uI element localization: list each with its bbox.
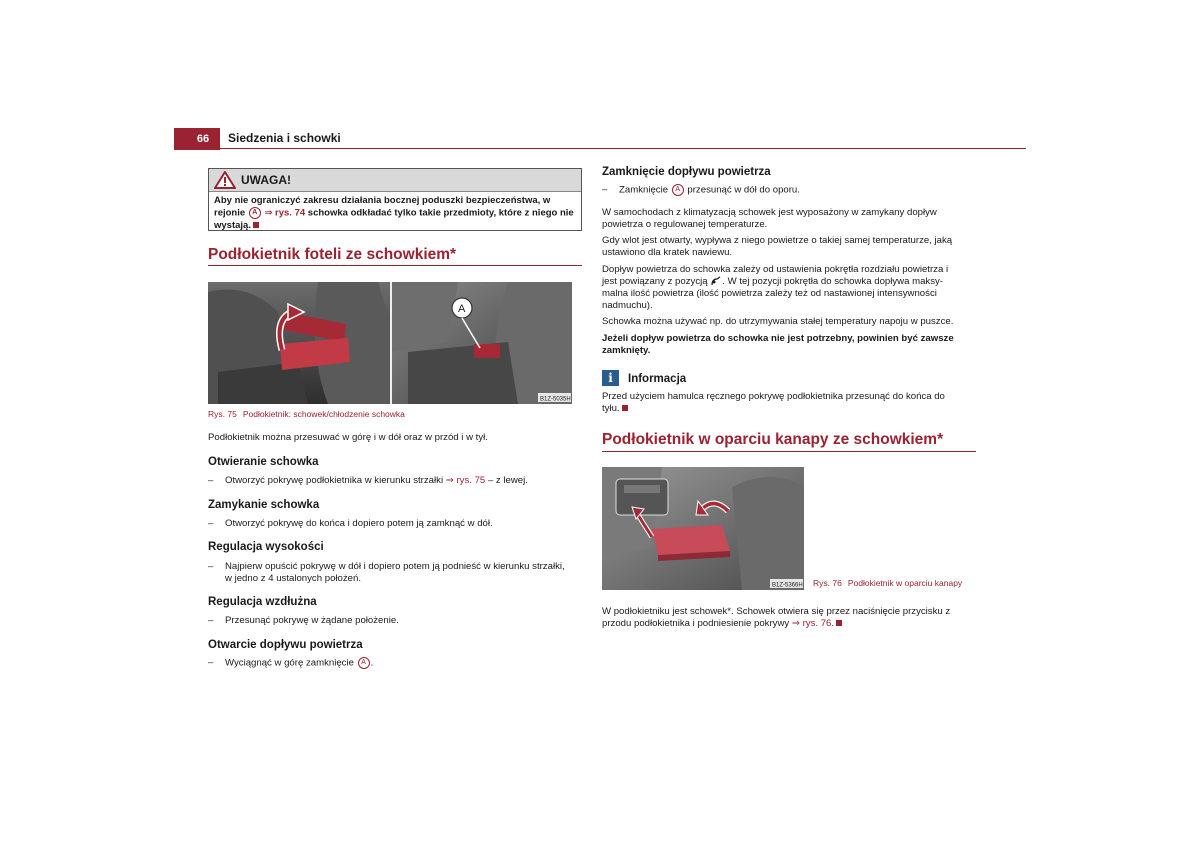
text-line: . W tej pozycji pokrętła do schowka dopływa maksy-: [722, 276, 944, 287]
list-item: [208, 475, 580, 487]
heading-open-compartment: Otwieranie schowka: [208, 456, 319, 468]
figure-reference-link[interactable]: ⇒ rys. 75: [445, 475, 486, 486]
paragraph-inlet: [602, 235, 982, 259]
text-line: Gdy wlot jest otwarty, wypływa z niego powietrze o takiej samej temperaturze, jaką: [602, 235, 953, 246]
section-title: Siedzenia i schowki: [228, 131, 341, 145]
heading-length-adjust: Regulacja wzdłużna: [208, 596, 317, 608]
header-rule: [220, 148, 1026, 149]
heading-armrest-bench: Podłokietnik w oparciu kanapy ze schowkiem*: [602, 431, 944, 448]
text-line: nadmuchu).: [602, 300, 653, 311]
paragraph-usage: Schowka można używać np. do utrzymywania stałej temperatury napoju w puszce.: [602, 316, 954, 327]
end-mark-icon: [622, 405, 628, 411]
warning-header: [209, 169, 581, 192]
heading-rule: [602, 451, 976, 452]
figure-76-image: [602, 467, 804, 590]
figure-code: B1Z-5366H: [772, 582, 803, 589]
text-line: malna ilość powietrza (ilość powietrza zależy też od nastawionej intensywności: [602, 288, 937, 299]
text-line: przodu podłokietnika i podniesienie pokrywy: [602, 618, 790, 629]
figure-75-caption: [208, 409, 405, 419]
list-item: [602, 184, 976, 197]
text-line: Przed użyciem hamulca ręcznego pokrywę podłokietnika przesunąć do końca do: [602, 391, 945, 402]
dash: –: [208, 561, 214, 572]
warning-text: [209, 192, 581, 235]
warning-title: UWAGA!: [241, 173, 291, 187]
figure-reference-link[interactable]: ⇒ rys. 74: [264, 207, 306, 219]
warning-line: Aby nie ograniczyć zakresu działania bocznej poduszki bezpieczeństwa, w: [214, 195, 551, 206]
marker-a-icon: A: [358, 657, 370, 669]
info-title: Informacja: [628, 373, 687, 385]
list-item: [208, 657, 580, 670]
warning-text-part: wystają.: [214, 219, 251, 231]
heading-armrest-seats: Podłokietnik foteli ze schowkiem*: [208, 246, 457, 263]
text-line: jest powiązany z pozycją: [602, 276, 708, 287]
end-mark-icon: [836, 620, 842, 626]
text-line: Dopływ powietrza do schowka zależy od ustawienia pokrętła rozdziału powietrza i: [602, 264, 949, 275]
page-number: 66: [174, 128, 220, 150]
info-text: [602, 391, 982, 415]
item-text: Wyciągnąć w górę zamknięcie: [225, 657, 354, 669]
paragraph-important: [602, 333, 982, 357]
item-text: Zamknięcie: [619, 184, 669, 196]
text-line: tyłu.: [602, 403, 620, 414]
bench-armrest-photo: [602, 467, 804, 590]
item-text: Przesunąć pokrywę w żądane położenie.: [225, 615, 399, 626]
intro-text: Podłokietnik można przesuwać w górę i w dół oraz w przód i w tył.: [208, 432, 488, 443]
item-text: Najpierw opuścić pokrywę w dół i dopiero potem ją podnieść w kierunku strzałki,: [225, 561, 565, 572]
item-text: w jedno z 4 ustalonych położeń.: [225, 573, 361, 584]
figure-reference-link[interactable]: ⇒ rys. 76: [791, 618, 832, 629]
warning-box: [208, 168, 582, 231]
list-item: [208, 518, 580, 530]
paragraph-air-distribution: [602, 264, 982, 312]
dash: –: [208, 518, 214, 529]
text-line: powietrza o regulowanej temperaturze.: [602, 219, 768, 230]
heading-height-adjust: Regulacja wysokości: [208, 541, 324, 553]
warning-triangle-icon: [214, 171, 236, 189]
text-line: zamknięty.: [602, 345, 651, 356]
text-line: ustawiono dla kratek nawiewu.: [602, 247, 733, 258]
warning-line: [214, 220, 576, 232]
heading-open-air-supply: Otwarcie dopływu powietrza: [208, 639, 363, 651]
warning-text-part: schowka odkładać tylko takie przedmioty, które z niego nie: [307, 207, 574, 219]
heading-rule: [208, 265, 582, 266]
item-text: przesunąć w dół do oporu.: [687, 184, 800, 196]
warning-text-part: rejonie: [214, 207, 246, 219]
item-text: .: [370, 657, 374, 669]
caption-text: Podłokietnik w oparciu kanapy: [847, 578, 963, 588]
marker-a-icon: A: [672, 184, 684, 196]
item-text: Otworzyć pokrywę do końca i dopiero potem ją zamknąć w dół.: [225, 518, 493, 529]
paragraph-bench-compartment: [602, 606, 982, 630]
marker-a-icon: A: [249, 207, 261, 219]
figure-code: B1Z-5035H: [540, 396, 571, 403]
dash: –: [602, 184, 608, 195]
caption-number: Rys. 76: [813, 578, 842, 588]
dash: –: [208, 475, 214, 486]
dash: –: [208, 615, 214, 626]
item-text: Otworzyć pokrywę podłokietnika w kierunku strzałki: [225, 475, 444, 486]
dash: –: [208, 657, 214, 668]
info-icon: i: [602, 370, 619, 386]
item-text: – z lewej.: [487, 475, 528, 486]
armrest-photo: [208, 282, 572, 404]
heading-close-compartment: Zamykanie schowka: [208, 499, 320, 511]
text-line: W samochodach z klimatyzacją schowek jest wyposażony w zamykany dopływ: [602, 207, 937, 218]
list-item: [208, 615, 580, 627]
text-line: .: [831, 618, 835, 629]
caption-number: Rys. 75: [208, 409, 237, 419]
air-position-icon: [710, 276, 722, 286]
figure-76-caption: [813, 578, 962, 588]
end-mark-icon: [253, 222, 259, 228]
text-line: Jeżeli dopływ powietrza do schowka nie jest potrzebny, powinien być zawsze: [602, 333, 954, 344]
heading-close-air-supply: Zamknięcie dopływu powietrza: [602, 166, 771, 178]
list-item: [208, 561, 588, 585]
text-line: W podłokietniku jest schowek*. Schowek otwiera się przez naciśnięcie przycisku z: [602, 606, 951, 617]
caption-text: Podłokietnik: schowek/chłodzenie schowka: [242, 409, 405, 419]
figure-marker-a: A: [458, 303, 466, 315]
paragraph-climate: [602, 207, 978, 231]
warning-line: [214, 207, 576, 220]
figure-75-image: [208, 282, 572, 404]
